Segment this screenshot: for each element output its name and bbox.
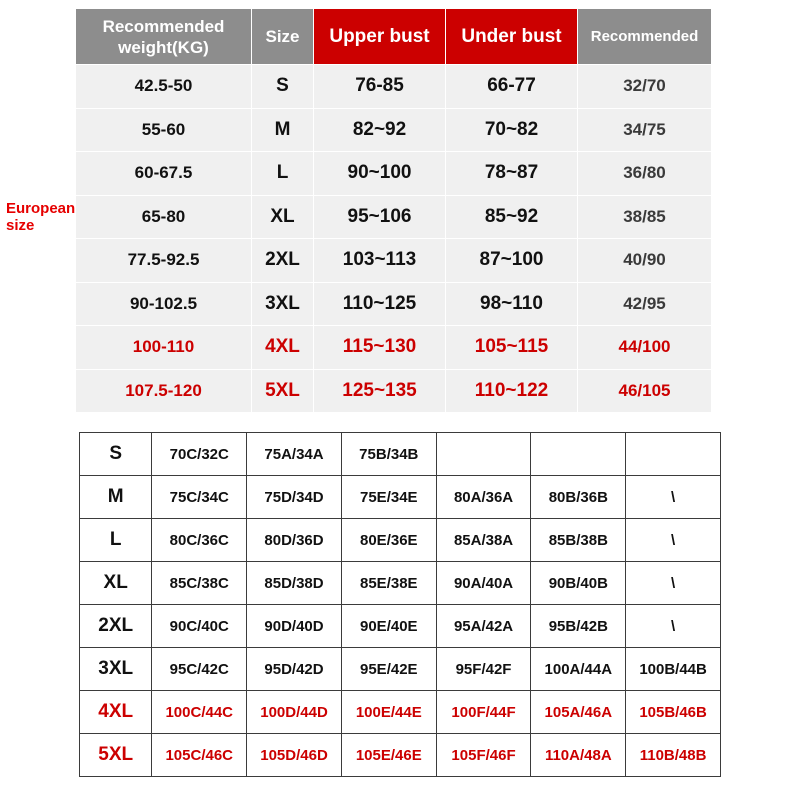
cell-under-bust: 98~110 — [446, 282, 578, 326]
cell-cup: 105E/46E — [341, 734, 436, 777]
cell-cup: \ — [626, 562, 721, 605]
table-row — [80, 476, 721, 519]
cell-cup: \ — [626, 605, 721, 648]
cell-cup: 90D/40D — [247, 605, 342, 648]
cell-cup: 85D/38D — [247, 562, 342, 605]
cell-cup: 100B/44B — [626, 648, 721, 691]
table-row — [76, 326, 712, 370]
cell-cup: 80B/36B — [531, 476, 626, 519]
cell-weight: 90-102.5 — [76, 282, 252, 326]
cell-cup: 100D/44D — [247, 691, 342, 734]
cell-recommended: 44/100 — [578, 326, 712, 370]
cell-weight: 100-110 — [76, 326, 252, 370]
header-recommended: Recommended — [578, 9, 712, 65]
header-size: Size — [252, 9, 314, 65]
table-row — [80, 648, 721, 691]
table-row — [80, 519, 721, 562]
table-row — [76, 282, 712, 326]
cell-cup: 85E/38E — [341, 562, 436, 605]
european-size-label: European size — [6, 200, 76, 234]
cell-cup: 110B/48B — [626, 734, 721, 777]
cell-cup: 95F/42F — [436, 648, 531, 691]
cell-under-bust: 87~100 — [446, 239, 578, 283]
table-row — [76, 239, 712, 283]
cell-cup: 90B/40B — [531, 562, 626, 605]
cell-size: XL — [80, 562, 152, 605]
cell-cup: 100A/44A — [531, 648, 626, 691]
cell-upper-bust: 82~92 — [314, 108, 446, 152]
cell-size: 4XL — [252, 326, 314, 370]
cell-cup: 85A/38A — [436, 519, 531, 562]
table-row — [80, 605, 721, 648]
size-chart-top — [75, 8, 711, 413]
table-row — [76, 195, 712, 239]
cell-size: S — [252, 65, 314, 109]
cell-cup: \ — [626, 476, 721, 519]
cell-upper-bust: 115~130 — [314, 326, 446, 370]
cell-size: 5XL — [252, 369, 314, 413]
table-row — [80, 433, 721, 476]
cell-cup: 110A/48A — [531, 734, 626, 777]
cell-cup: \ — [626, 519, 721, 562]
cell-cup: 105F/46F — [436, 734, 531, 777]
cell-cup: 90A/40A — [436, 562, 531, 605]
cell-cup: 85C/38C — [152, 562, 247, 605]
cell-size: 3XL — [252, 282, 314, 326]
cell-size: M — [80, 476, 152, 519]
cell-recommended: 40/90 — [578, 239, 712, 283]
cell-cup: 80A/36A — [436, 476, 531, 519]
cell-size: L — [252, 152, 314, 196]
cell-cup: 85B/38B — [531, 519, 626, 562]
header-under-bust: Under bust — [446, 9, 578, 65]
cell-recommended: 36/80 — [578, 152, 712, 196]
cell-cup — [626, 433, 721, 476]
cell-size: 4XL — [80, 691, 152, 734]
cell-weight: 77.5-92.5 — [76, 239, 252, 283]
cell-size: 2XL — [80, 605, 152, 648]
cell-recommended: 32/70 — [578, 65, 712, 109]
cell-cup: 95C/42C — [152, 648, 247, 691]
cell-cup: 95E/42E — [341, 648, 436, 691]
cell-under-bust: 85~92 — [446, 195, 578, 239]
cell-cup: 75D/34D — [247, 476, 342, 519]
cell-cup: 75E/34E — [341, 476, 436, 519]
size-chart-bottom — [79, 432, 721, 777]
cell-cup: 105A/46A — [531, 691, 626, 734]
cell-cup: 75C/34C — [152, 476, 247, 519]
table-row — [76, 369, 712, 413]
cell-cup: 70C/32C — [152, 433, 247, 476]
cell-cup: 80E/36E — [341, 519, 436, 562]
cell-cup: 105C/46C — [152, 734, 247, 777]
cell-size: 5XL — [80, 734, 152, 777]
cell-size: M — [252, 108, 314, 152]
table-row — [80, 691, 721, 734]
cell-cup — [531, 433, 626, 476]
cell-upper-bust: 76-85 — [314, 65, 446, 109]
cell-cup: 105D/46D — [247, 734, 342, 777]
table-row — [80, 562, 721, 605]
cell-cup: 75B/34B — [341, 433, 436, 476]
cell-cup: 75A/34A — [247, 433, 342, 476]
table-row — [80, 734, 721, 777]
cell-recommended: 34/75 — [578, 108, 712, 152]
cell-cup: 80D/36D — [247, 519, 342, 562]
cup-size-table — [79, 432, 721, 777]
cell-cup: 95A/42A — [436, 605, 531, 648]
cell-upper-bust: 110~125 — [314, 282, 446, 326]
cell-cup: 105B/46B — [626, 691, 721, 734]
cell-upper-bust: 90~100 — [314, 152, 446, 196]
cell-size: S — [80, 433, 152, 476]
cell-weight: 55-60 — [76, 108, 252, 152]
cell-size: 3XL — [80, 648, 152, 691]
cell-under-bust: 110~122 — [446, 369, 578, 413]
cell-weight: 42.5-50 — [76, 65, 252, 109]
cell-under-bust: 70~82 — [446, 108, 578, 152]
cell-cup: 80C/36C — [152, 519, 247, 562]
cell-cup: 90E/40E — [341, 605, 436, 648]
table-header-row — [76, 9, 712, 65]
cell-size: XL — [252, 195, 314, 239]
recommended-weight-table — [75, 8, 712, 413]
cell-weight: 107.5-120 — [76, 369, 252, 413]
cell-under-bust: 78~87 — [446, 152, 578, 196]
cell-recommended: 46/105 — [578, 369, 712, 413]
cell-cup: 95B/42B — [531, 605, 626, 648]
cell-under-bust: 105~115 — [446, 326, 578, 370]
cell-recommended: 38/85 — [578, 195, 712, 239]
cell-upper-bust: 95~106 — [314, 195, 446, 239]
cell-cup: 100C/44C — [152, 691, 247, 734]
cell-weight: 60-67.5 — [76, 152, 252, 196]
header-recommended-weight: Recommended weight(KG) — [76, 9, 252, 65]
table-row — [76, 65, 712, 109]
cell-upper-bust: 125~135 — [314, 369, 446, 413]
cell-size: 2XL — [252, 239, 314, 283]
cell-size: L — [80, 519, 152, 562]
cell-under-bust: 66-77 — [446, 65, 578, 109]
cell-recommended: 42/95 — [578, 282, 712, 326]
cell-weight: 65-80 — [76, 195, 252, 239]
cell-cup: 100E/44E — [341, 691, 436, 734]
header-upper-bust: Upper bust — [314, 9, 446, 65]
cell-cup: 95D/42D — [247, 648, 342, 691]
cell-cup — [436, 433, 531, 476]
table-row — [76, 108, 712, 152]
cell-upper-bust: 103~113 — [314, 239, 446, 283]
table-row — [76, 152, 712, 196]
cell-cup: 100F/44F — [436, 691, 531, 734]
cell-cup: 90C/40C — [152, 605, 247, 648]
